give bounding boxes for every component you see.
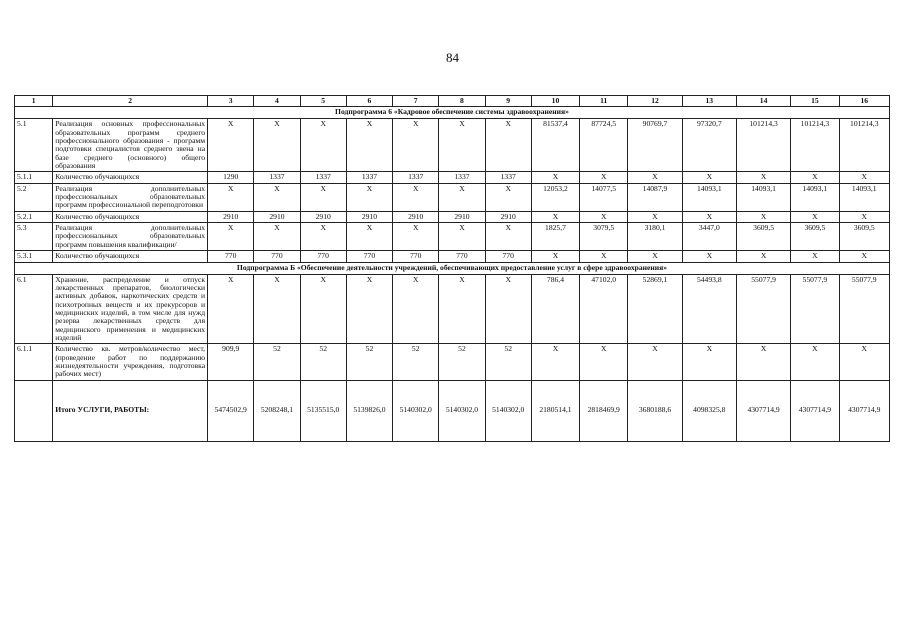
- value-cell: 14093,1: [682, 183, 736, 211]
- row-number: 5.2.1: [15, 211, 53, 222]
- value-cell: X: [485, 223, 531, 251]
- header-cell: 11: [580, 96, 628, 107]
- table-row: [15, 251, 890, 262]
- value-cell: 5140302,0: [485, 380, 531, 441]
- value-cell: 786,4: [531, 274, 579, 344]
- value-cell: X: [736, 344, 790, 380]
- data-table: [14, 95, 890, 442]
- value-cell: X: [580, 172, 628, 183]
- value-cell: X: [393, 119, 439, 172]
- value-cell: 3609,5: [791, 223, 839, 251]
- value-cell: 90769,7: [628, 119, 682, 172]
- row-number: 5.3: [15, 223, 53, 251]
- value-cell: X: [346, 274, 392, 344]
- value-cell: X: [628, 211, 682, 222]
- value-cell: 2180514,1: [531, 380, 579, 441]
- value-cell: 47102,0: [580, 274, 628, 344]
- value-cell: X: [300, 223, 346, 251]
- value-cell: 2910: [300, 211, 346, 222]
- value-cell: 5474502,9: [208, 380, 254, 441]
- value-cell: 14077,5: [580, 183, 628, 211]
- total-row: [15, 380, 890, 441]
- value-cell: X: [736, 251, 790, 262]
- row-description: Количество обучающихся: [53, 211, 208, 222]
- row-number: 6.1.1: [15, 344, 53, 380]
- value-cell: 52: [439, 344, 485, 380]
- value-cell: 3447,0: [682, 223, 736, 251]
- value-cell: X: [439, 183, 485, 211]
- value-cell: 4307714,9: [736, 380, 790, 441]
- value-cell: 909,9: [208, 344, 254, 380]
- value-cell: 770: [393, 251, 439, 262]
- value-cell: X: [736, 211, 790, 222]
- header-cell: 13: [682, 96, 736, 107]
- row-description: Итого УСЛУГИ, РАБОТЫ:: [53, 380, 208, 441]
- value-cell: 1337: [300, 172, 346, 183]
- value-cell: 101214,3: [839, 119, 889, 172]
- row-number: 5.2: [15, 183, 53, 211]
- table-row: [15, 119, 890, 172]
- value-cell: 1825,7: [531, 223, 579, 251]
- value-cell: 4307714,9: [791, 380, 839, 441]
- value-cell: 52: [254, 344, 300, 380]
- value-cell: X: [839, 172, 889, 183]
- value-cell: X: [439, 223, 485, 251]
- value-cell: X: [839, 211, 889, 222]
- header-cell: 5: [300, 96, 346, 107]
- value-cell: 2910: [254, 211, 300, 222]
- header-cell: 1: [15, 96, 53, 107]
- value-cell: X: [208, 274, 254, 344]
- value-cell: 5140302,0: [393, 380, 439, 441]
- value-cell: X: [628, 172, 682, 183]
- section-title: Подпрограмма Б «Обеспечение деятельности учреждений, обеспечивающих предоставление услуг в сфере здравоохранения»: [15, 262, 890, 274]
- value-cell: X: [393, 183, 439, 211]
- value-cell: X: [682, 344, 736, 380]
- value-cell: 1337: [439, 172, 485, 183]
- value-cell: X: [439, 274, 485, 344]
- value-cell: X: [393, 274, 439, 344]
- value-cell: 55077,9: [839, 274, 889, 344]
- row-description: Количество обучающихся: [53, 172, 208, 183]
- value-cell: 2910: [439, 211, 485, 222]
- value-cell: 1337: [485, 172, 531, 183]
- row-number: 5.3.1: [15, 251, 53, 262]
- value-cell: X: [485, 274, 531, 344]
- row-description: Хранение, распределение и отпуск лекарственных препаратов, биологически активных добавок, наркотических средств и психотропных веществ и их прекурсоров и медицинских изделий, в том числе для нужд резерва лекарственных средств для медицинского применения и медицинских изделий: [53, 274, 208, 344]
- header-cell: 10: [531, 96, 579, 107]
- value-cell: X: [208, 119, 254, 172]
- value-cell: 3609,5: [736, 223, 790, 251]
- section-title: Подпрограмма 6 «Кадровое обеспечение системы здравоохранения»: [15, 107, 890, 119]
- value-cell: X: [531, 211, 579, 222]
- value-cell: 770: [208, 251, 254, 262]
- value-cell: 3680188,6: [628, 380, 682, 441]
- value-cell: X: [485, 119, 531, 172]
- value-cell: 2910: [208, 211, 254, 222]
- value-cell: 52: [393, 344, 439, 380]
- value-cell: 2910: [393, 211, 439, 222]
- header-cell: 8: [439, 96, 485, 107]
- value-cell: 4098325,8: [682, 380, 736, 441]
- value-cell: 1337: [346, 172, 392, 183]
- value-cell: X: [346, 183, 392, 211]
- value-cell: X: [254, 119, 300, 172]
- value-cell: X: [531, 251, 579, 262]
- value-cell: X: [300, 119, 346, 172]
- value-cell: 1337: [393, 172, 439, 183]
- header-cell: 7: [393, 96, 439, 107]
- value-cell: X: [791, 172, 839, 183]
- value-cell: 14093,1: [736, 183, 790, 211]
- value-cell: 55077,9: [736, 274, 790, 344]
- header-cell: 9: [485, 96, 531, 107]
- row-description: Количество обучающихся: [53, 251, 208, 262]
- header-row: [15, 96, 890, 107]
- value-cell: 52: [485, 344, 531, 380]
- value-cell: X: [208, 223, 254, 251]
- row-number: 6.1: [15, 274, 53, 344]
- header-cell: 2: [53, 96, 208, 107]
- value-cell: X: [254, 274, 300, 344]
- value-cell: 81537,4: [531, 119, 579, 172]
- value-cell: X: [531, 172, 579, 183]
- value-cell: 14093,1: [839, 183, 889, 211]
- value-cell: X: [254, 183, 300, 211]
- header-cell: 14: [736, 96, 790, 107]
- value-cell: 2910: [485, 211, 531, 222]
- value-cell: X: [580, 211, 628, 222]
- value-cell: 2910: [346, 211, 392, 222]
- value-cell: 3609,5: [839, 223, 889, 251]
- value-cell: X: [682, 211, 736, 222]
- value-cell: 101214,3: [736, 119, 790, 172]
- header-cell: 4: [254, 96, 300, 107]
- value-cell: 52: [346, 344, 392, 380]
- value-cell: X: [791, 344, 839, 380]
- value-cell: X: [839, 344, 889, 380]
- value-cell: 14087,9: [628, 183, 682, 211]
- value-cell: X: [208, 183, 254, 211]
- value-cell: 770: [346, 251, 392, 262]
- header-cell: 6: [346, 96, 392, 107]
- header-cell: 3: [208, 96, 254, 107]
- table-row: [15, 344, 890, 380]
- value-cell: X: [791, 211, 839, 222]
- section-row: [15, 262, 890, 274]
- value-cell: 5139826,0: [346, 380, 392, 441]
- value-cell: X: [736, 172, 790, 183]
- table-row: [15, 223, 890, 251]
- value-cell: 1337: [254, 172, 300, 183]
- header-cell: 15: [791, 96, 839, 107]
- value-cell: 4307714,9: [839, 380, 889, 441]
- value-cell: 5140302,0: [439, 380, 485, 441]
- row-number: 5.1: [15, 119, 53, 172]
- value-cell: 5135515,0: [300, 380, 346, 441]
- value-cell: 97320,7: [682, 119, 736, 172]
- table-row: [15, 211, 890, 222]
- value-cell: 1290: [208, 172, 254, 183]
- value-cell: 770: [300, 251, 346, 262]
- value-cell: X: [531, 344, 579, 380]
- value-cell: X: [254, 223, 300, 251]
- value-cell: 770: [439, 251, 485, 262]
- value-cell: X: [580, 251, 628, 262]
- value-cell: 770: [254, 251, 300, 262]
- row-number: 5.1.1: [15, 172, 53, 183]
- header-cell: 12: [628, 96, 682, 107]
- value-cell: 54493,8: [682, 274, 736, 344]
- value-cell: X: [628, 344, 682, 380]
- value-cell: X: [580, 344, 628, 380]
- value-cell: X: [839, 251, 889, 262]
- value-cell: 52: [300, 344, 346, 380]
- section-row: [15, 107, 890, 119]
- value-cell: 14093,1: [791, 183, 839, 211]
- value-cell: X: [346, 223, 392, 251]
- value-cell: X: [393, 223, 439, 251]
- row-description: Количество кв. метров/количество мест, (проведение работ по поддержанию жизнедеятельности учреждения, подготовка рабочих мест): [53, 344, 208, 380]
- value-cell: X: [346, 119, 392, 172]
- row-description: Реализация основных профессиональных образовательных программ среднего профессионального образования - программ подготовки специалистов среднего звена на базе среднего (основного) общего образования: [53, 119, 208, 172]
- table-row: [15, 183, 890, 211]
- value-cell: X: [628, 251, 682, 262]
- value-cell: X: [439, 119, 485, 172]
- value-cell: 3180,1: [628, 223, 682, 251]
- value-cell: X: [791, 251, 839, 262]
- value-cell: 2818469,9: [580, 380, 628, 441]
- table-row: [15, 274, 890, 344]
- value-cell: X: [300, 274, 346, 344]
- value-cell: 101214,3: [791, 119, 839, 172]
- value-cell: 52869,1: [628, 274, 682, 344]
- value-cell: X: [682, 172, 736, 183]
- row-number: [15, 380, 53, 441]
- value-cell: X: [682, 251, 736, 262]
- value-cell: 87724,5: [580, 119, 628, 172]
- value-cell: 5208248,1: [254, 380, 300, 441]
- value-cell: 12053,2: [531, 183, 579, 211]
- value-cell: X: [485, 183, 531, 211]
- header-cell: 16: [839, 96, 889, 107]
- value-cell: 55077,9: [791, 274, 839, 344]
- table-row: [15, 172, 890, 183]
- value-cell: 3079,5: [580, 223, 628, 251]
- value-cell: 770: [485, 251, 531, 262]
- row-description: Реализация дополнительных профессиональных образовательных программ профессиональной переподготовки: [53, 183, 208, 211]
- row-description: Реализация дополнительных профессиональных образовательных программ повышения квалификации/: [53, 223, 208, 251]
- page-number: 84: [446, 50, 459, 65]
- value-cell: X: [300, 183, 346, 211]
